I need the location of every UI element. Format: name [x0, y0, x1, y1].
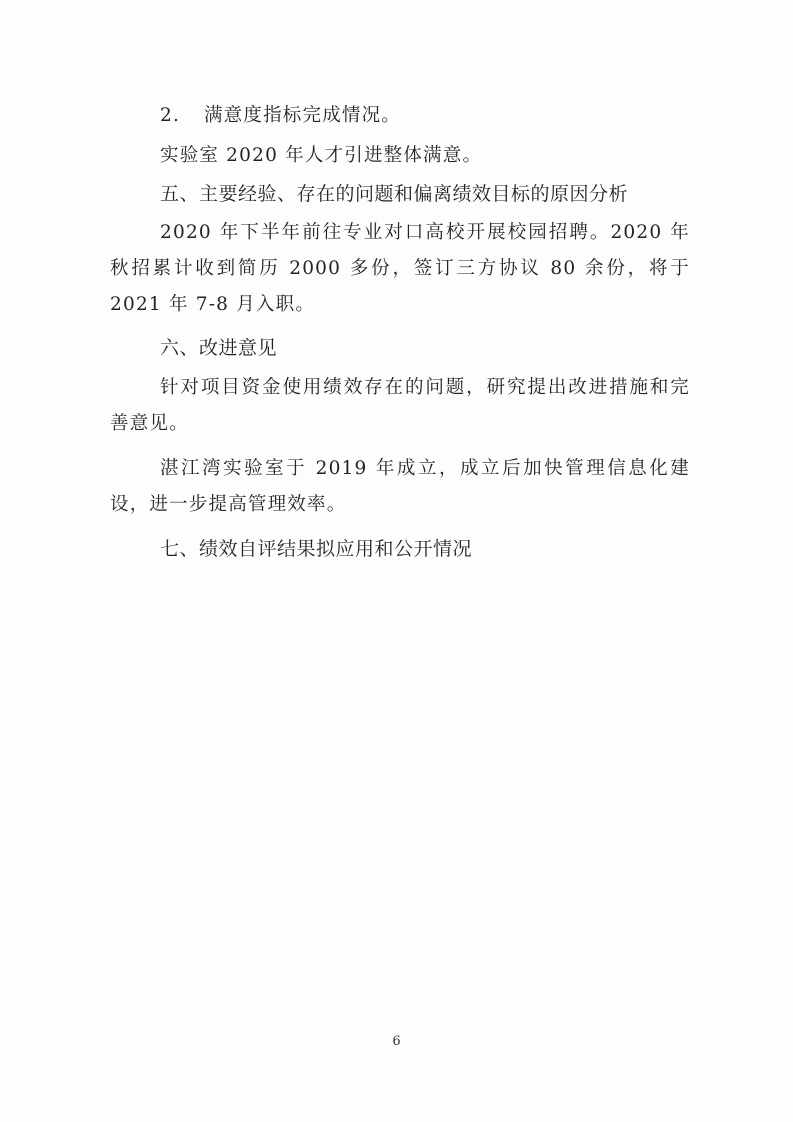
- item-2-number: 2.: [160, 105, 181, 126]
- section-heading-7: 七、绩效自评结果拟应用和公开情况: [160, 538, 473, 560]
- item-2: [110, 98, 690, 134]
- satisfaction-paragraph: 实验室 2020 年人才引进整体满意。: [160, 145, 483, 166]
- section-heading-6: 六、改进意见: [160, 337, 278, 359]
- improvement-paragraph: 针对项目资金使用绩效存在的问题，研究提出改进措施和完善意见。: [110, 377, 690, 434]
- lab-paragraph: 湛江湾实验室于 2019 年成立，成立后加快管理信息化建设，进一步提高管理效率。: [110, 458, 690, 515]
- recruitment-paragraph: 2020 年下半年前往专业对口高校开展校园招聘。2020 年秋招累计收到简历 2000 多份，签订三方协议 80 余份，将于 2021 年 7-8 月入职。: [110, 222, 690, 315]
- section-heading-5: 五、主要经验、存在的问题和偏离绩效目标的原因分析: [160, 183, 629, 205]
- page-number: 6: [392, 1034, 401, 1049]
- item-2-text: 满意度指标完成情况。: [204, 105, 402, 126]
